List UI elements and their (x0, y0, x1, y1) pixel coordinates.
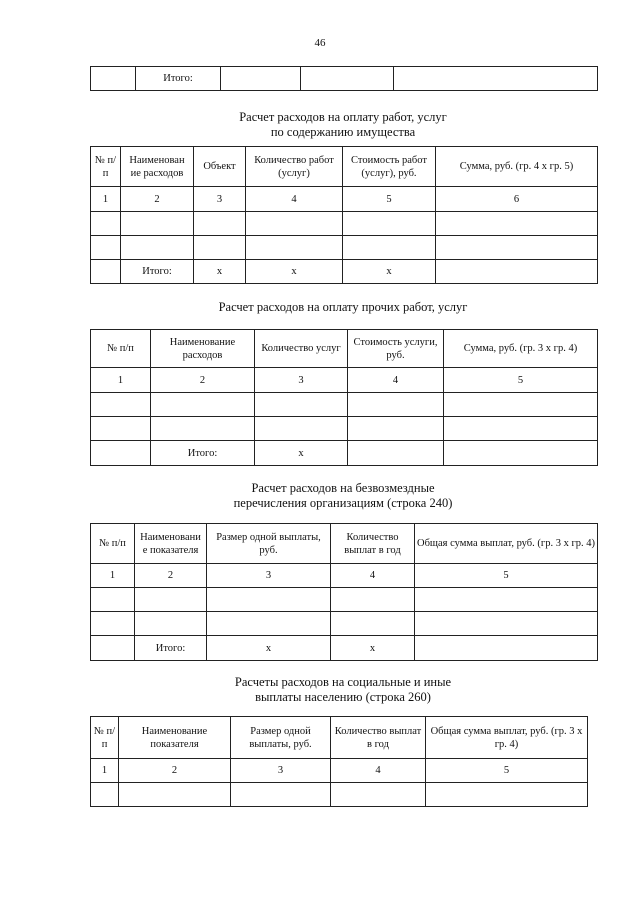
section4-title-line1: Расчеты расходов на социальные и иные (234, 675, 452, 689)
page-number: 46 (314, 37, 326, 49)
column-header: № п/п (91, 147, 121, 187)
column-header: № п/п (91, 524, 135, 564)
column-header: Размер одной выплаты, руб. (231, 717, 331, 759)
section1-title-line2: по содержанию имущества (270, 125, 416, 139)
itogo-cell (91, 636, 135, 661)
column-number: 3 (255, 368, 348, 393)
top-itogo-table (90, 66, 598, 91)
itogo-cell: х (255, 441, 348, 466)
itogo-cell (415, 636, 598, 661)
column-number: 3 (194, 187, 246, 212)
table-cell (221, 67, 301, 91)
section1-title (88, 110, 598, 140)
column-header: Объект (194, 147, 246, 187)
table-row (91, 783, 588, 807)
column-number: 6 (436, 187, 598, 212)
section2-table (90, 329, 598, 466)
column-number: 4 (246, 187, 343, 212)
column-number: 1 (91, 368, 151, 393)
column-header: Наименован ие расходов (121, 147, 194, 187)
column-number: 1 (91, 564, 135, 588)
section1-title-line1: Расчет расходов на оплату работ, услуг (239, 110, 447, 124)
column-header: № п/п (91, 717, 119, 759)
column-header: Наименование показателя (119, 717, 231, 759)
table-row (91, 588, 598, 612)
table-row (91, 417, 598, 441)
column-header: № п/п (91, 330, 151, 368)
table-row (91, 612, 598, 636)
column-header: Количество работ (услуг) (246, 147, 343, 187)
column-header: Общая сумма выплат, руб. (гр. 3 х гр. 4) (415, 524, 598, 564)
column-header: Наименовани е показателя (135, 524, 207, 564)
column-header: Стоимость работ (услуг), руб. (343, 147, 436, 187)
table-cell (91, 67, 136, 91)
itogo-label: Итого: (136, 67, 221, 91)
column-header: Количество выплат в год (331, 524, 415, 564)
column-header: Наименование расходов (151, 330, 255, 368)
column-header: Размер одной выплаты, руб. (207, 524, 331, 564)
column-header: Сумма, руб. (гр. 3 х гр. 4) (444, 330, 598, 368)
column-number: 2 (151, 368, 255, 393)
table-row (91, 236, 598, 260)
table-cell (301, 67, 394, 91)
itogo-cell: х (331, 636, 415, 661)
column-header: Общая сумма выплат, руб. (гр. 3 х гр. 4) (426, 717, 588, 759)
itogo-cell (348, 441, 444, 466)
column-number: 1 (91, 187, 121, 212)
itogo-cell: х (343, 260, 436, 284)
section2-title (88, 300, 598, 315)
column-header: Количество выплат в год (331, 717, 426, 759)
itogo-cell: х (207, 636, 331, 661)
column-number: 2 (119, 759, 231, 783)
column-header: Сумма, руб. (гр. 4 х гр. 5) (436, 147, 598, 187)
column-number: 2 (135, 564, 207, 588)
itogo-label: Итого: (121, 260, 194, 284)
column-number: 1 (91, 759, 119, 783)
column-number: 3 (207, 564, 331, 588)
section2-title-line: Расчет расходов на оплату прочих работ, услуг (218, 300, 468, 314)
column-number: 2 (121, 187, 194, 212)
table-row (91, 393, 598, 417)
itogo-label: Итого: (151, 441, 255, 466)
section3-title-line1: Расчет расходов на безвозмездные (251, 481, 435, 495)
column-number: 5 (426, 759, 588, 783)
section3-title-line2: перечисления организациям (строка 240) (233, 496, 453, 510)
itogo-cell: х (194, 260, 246, 284)
column-number: 5 (444, 368, 598, 393)
column-header: Стоимость услуги, руб. (348, 330, 444, 368)
itogo-cell (91, 260, 121, 284)
itogo-cell (444, 441, 598, 466)
itogo-cell (91, 441, 151, 466)
itogo-cell (436, 260, 598, 284)
itogo-label: Итого: (135, 636, 207, 661)
column-number: 4 (348, 368, 444, 393)
column-number: 4 (331, 759, 426, 783)
column-number: 4 (331, 564, 415, 588)
column-header: Количество услуг (255, 330, 348, 368)
section4-table (90, 716, 588, 807)
section4-title-line2: выплаты населению (строка 260) (255, 690, 431, 704)
column-number: 5 (415, 564, 598, 588)
column-number: 3 (231, 759, 331, 783)
section1-table (90, 146, 598, 284)
itogo-cell: х (246, 260, 343, 284)
section3-title (88, 481, 598, 511)
table-row (91, 212, 598, 236)
section4-title (88, 675, 598, 705)
column-number: 5 (343, 187, 436, 212)
table-cell (394, 67, 598, 91)
section3-table (90, 523, 598, 661)
